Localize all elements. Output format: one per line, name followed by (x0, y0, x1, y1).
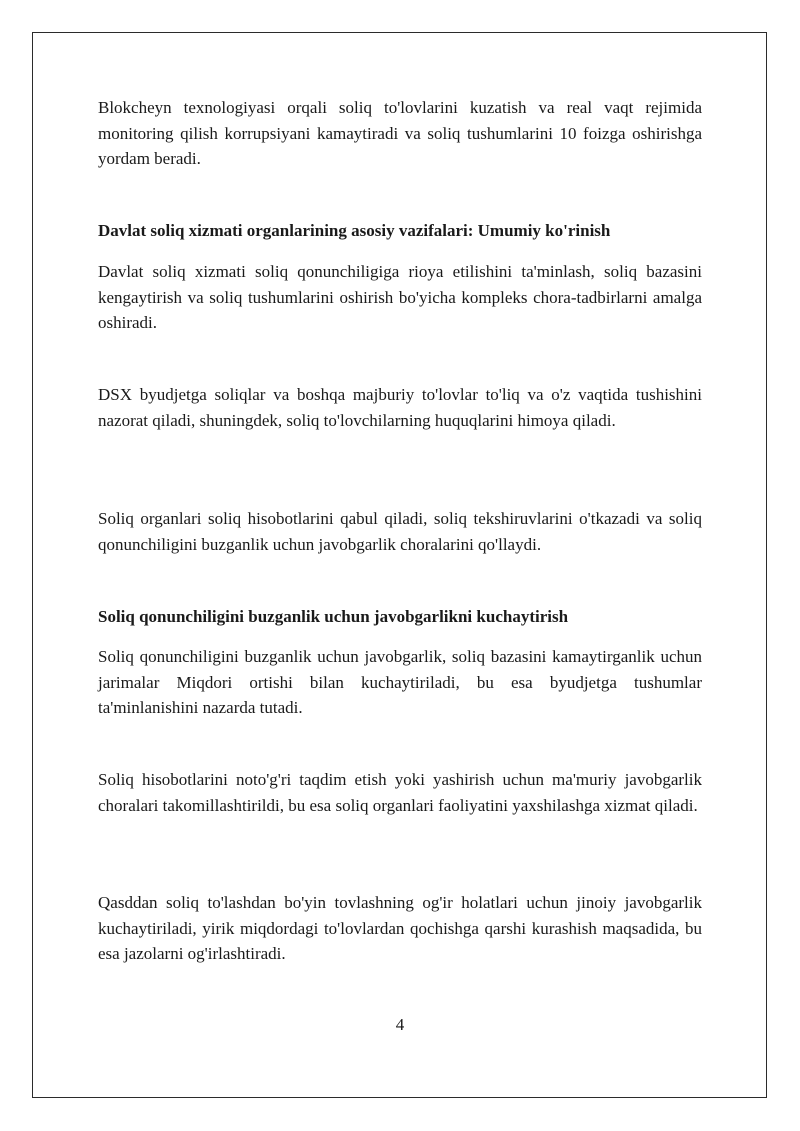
heading-main-tasks: Davlat soliq xizmati organlarining asosiy vazifalari: Umumiy ko'rinish (98, 221, 611, 240)
paragraph-tax-organs: Soliq organlari soliq hisobotlarini qabul qiladi, soliq tekshiruvlarini o'tkazadi va soliq qonunchiligini buzganlik uchun javobgarlik choralarini qo'llaydi. (98, 509, 702, 554)
paragraph-dsx-measures: Davlat soliq xizmati soliq qonunchiligiga rioya etilishini ta'minlash, soliq bazasini kengaytirish va soliq tushumlarini oshirish bo'yicha kompleks chora-tadbirlarni amalga oshiradi. (98, 262, 702, 332)
page-number: 4 (395, 1015, 405, 1034)
heading-liability: Soliq qonunchiligini buzganlik uchun javobgarlikni kuchaytirish (98, 607, 569, 626)
paragraph-blockchain: Blokcheyn texnologiyasi orqali soliq to'lovlarini kuzatish va real vaqt rejimida monitoring qilish korrupsiyani kamaytiradi va soliq tushumlarini 10 foizga oshirishga yordam beradi. (98, 98, 702, 168)
paragraph-fines: Soliq qonunchiligini buzganlik uchun javobgarlik, soliq bazasini kamaytirganlik uchun jarimalar Miqdori ortishi bilan kuchaytiriladi, bu esa byudjetga tushumlar ta'minlanishini nazarda tutadi. (98, 647, 702, 717)
paragraph-dsx-control: DSX byudjetga soliqlar va boshqa majburiy to'lovlar to'liq va o'z vaqtida tushishini nazorat qiladi, shuningdek, soliq to'lovchilarning huquqlarini himoya qiladi. (98, 385, 702, 430)
paragraph-administrative: Soliq hisobotlarini noto'g'ri taqdim etish yoki yashirish uchun ma'muriy javobgarlik choralari takomillashtirildi, bu esa soliq organlari faoliyatini yaxshilashga xizmat qiladi. (98, 770, 702, 815)
paragraph-criminal: Qasddan soliq to'lashdan bo'yin tovlashning og'ir holatlari uchun jinoiy javobgarlik kuchaytiriladi, yirik miqdordagi to'lovlardan qochishga qarshi kurashish maqsadida, bu esa jazolarni og'irlashtiradi. (98, 893, 702, 963)
